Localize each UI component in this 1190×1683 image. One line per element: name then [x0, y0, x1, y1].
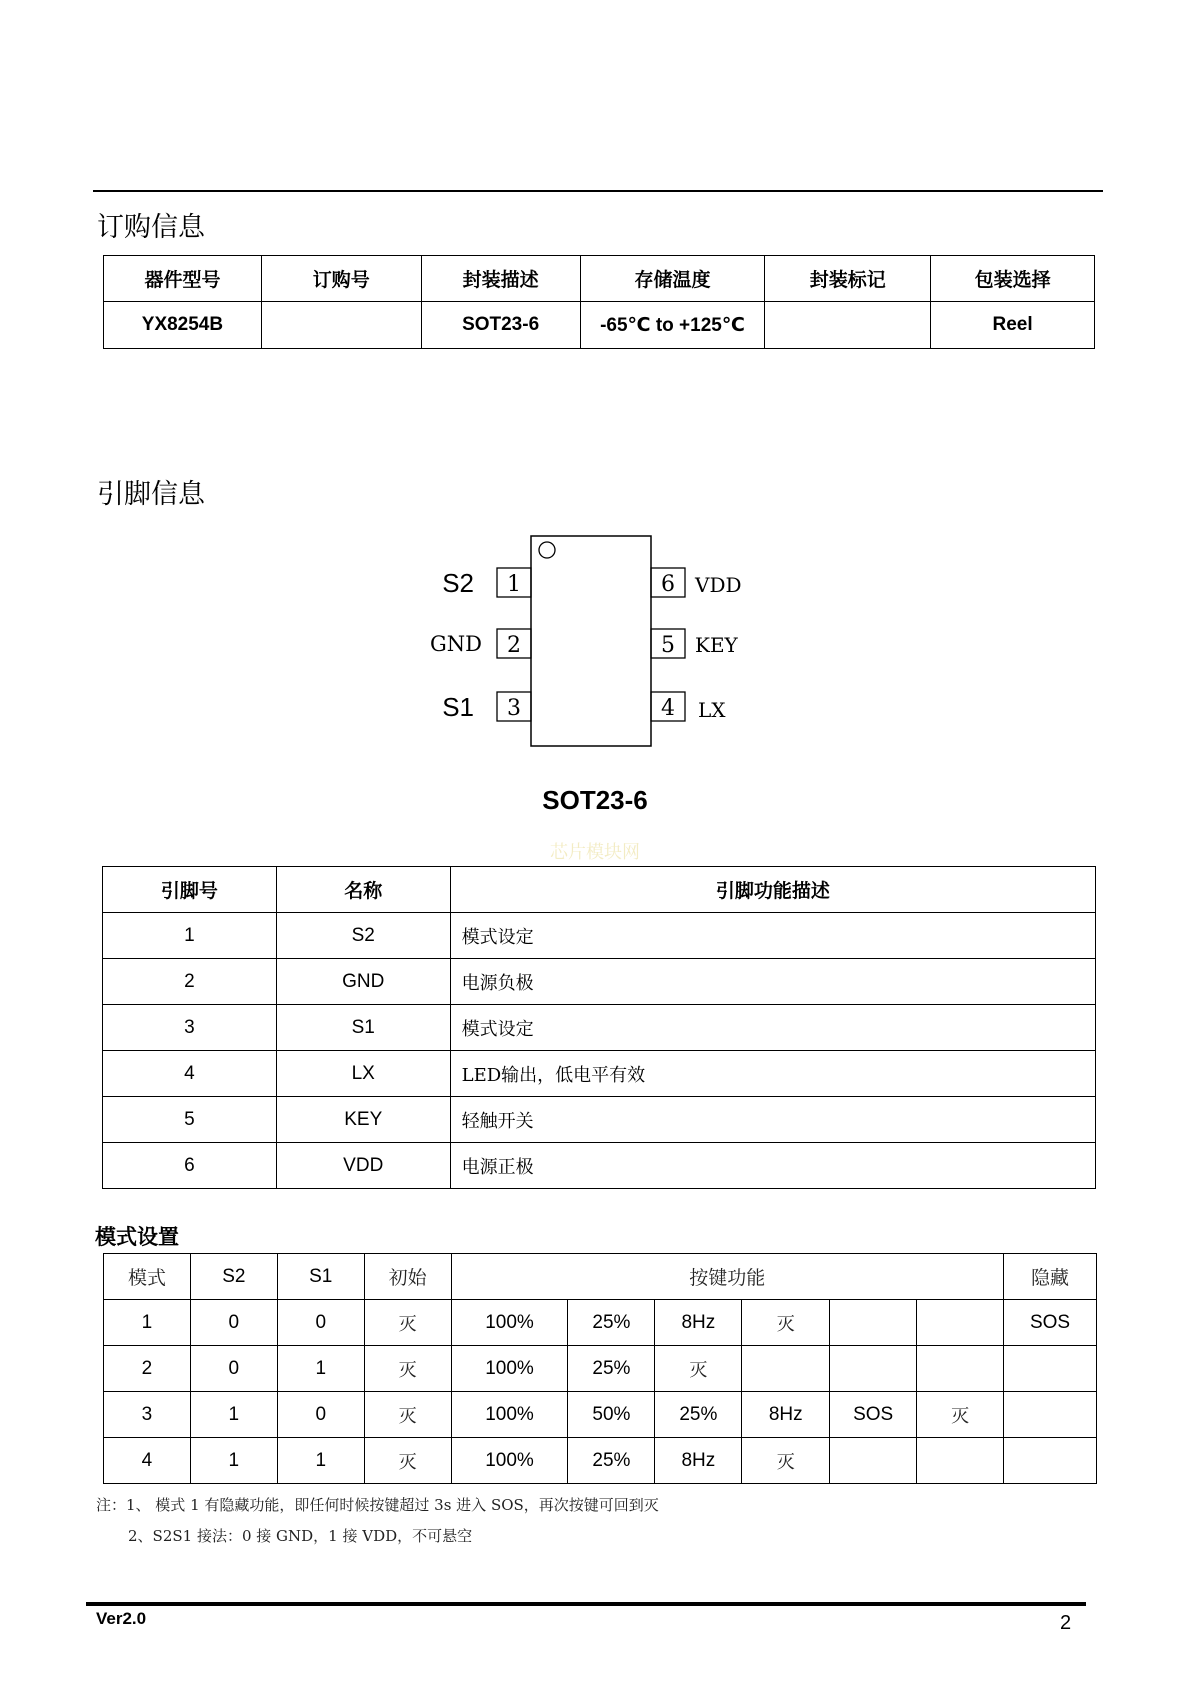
pin-number-cell: 2	[103, 959, 277, 1005]
watermark: 芯片模块网	[550, 842, 640, 863]
table-cell: 50%	[568, 1392, 655, 1438]
table-cell: 3	[104, 1392, 191, 1438]
pin-table-header	[103, 867, 1096, 913]
header-cell: 初始	[364, 1254, 451, 1300]
version-label: Ver2.0	[96, 1609, 147, 1628]
ordering-title: 订购信息	[97, 212, 205, 243]
chip-body	[531, 536, 651, 746]
table-cell: 1	[277, 1438, 364, 1484]
table-cell: 4	[104, 1438, 191, 1484]
ordering-data-row	[104, 302, 1095, 349]
header-cell: 存储温度	[580, 256, 765, 302]
header-cell: 包装选择	[931, 256, 1095, 302]
table-cell: 25%	[568, 1300, 655, 1346]
pin-number-cell: 3	[103, 1005, 277, 1051]
footer-rule	[86, 1602, 1086, 1606]
table-cell	[1004, 1438, 1097, 1484]
pin-number-cell: 5	[103, 1097, 277, 1143]
pin-desc-cell: LED输出，低电平有效	[450, 1051, 1095, 1097]
table-row	[103, 959, 1096, 1005]
header-cell: 封装标记	[765, 256, 931, 302]
pin-table	[102, 866, 1096, 1189]
table-cell: 2	[104, 1346, 191, 1392]
pin-name-cell: LX	[276, 1051, 450, 1097]
table-cell: 25%	[655, 1392, 742, 1438]
header-cell: 隐藏	[1004, 1254, 1097, 1300]
table-cell: 1	[104, 1300, 191, 1346]
mode-table	[103, 1253, 1097, 1484]
table-cell: 8Hz	[742, 1392, 830, 1438]
table-cell: 0	[277, 1392, 364, 1438]
table-cell: 0	[190, 1346, 277, 1392]
pin-number: 1	[507, 572, 521, 597]
pin-number-cell: 1	[103, 913, 277, 959]
table-row	[103, 1005, 1096, 1051]
pin-desc-cell: 模式设定	[450, 1005, 1095, 1051]
table-cell: SOT23-6	[421, 302, 580, 349]
pin-info-title: 引脚信息	[97, 479, 205, 510]
pin-name-cell: S2	[276, 913, 450, 959]
table-cell: 25%	[568, 1438, 655, 1484]
header-cell: 封装描述	[421, 256, 580, 302]
note-2: 2、S2S1 接法：0 接 GND，1 接 VDD，不可悬空	[128, 1527, 473, 1545]
table-cell: 灭	[364, 1438, 451, 1484]
pinout-diagram	[420, 528, 760, 753]
table-cell: 100%	[451, 1300, 568, 1346]
pin-number-cell: 4	[103, 1051, 277, 1097]
table-cell: 100%	[451, 1438, 568, 1484]
mode-table-header	[104, 1254, 1097, 1300]
table-cell	[917, 1346, 1004, 1392]
pin-name: VDD	[695, 573, 742, 597]
pin-name: LX	[698, 698, 726, 722]
pin-name-cell: KEY	[276, 1097, 450, 1143]
pin-name: GND	[430, 632, 482, 656]
pin-number: 4	[661, 696, 675, 721]
table-cell: 8Hz	[655, 1300, 742, 1346]
table-row	[104, 1438, 1097, 1484]
table-cell: 灭	[655, 1346, 742, 1392]
table-cell: SOS	[1004, 1300, 1097, 1346]
header-cell: 引脚功能描述	[450, 867, 1095, 913]
header-cell: 模式	[104, 1254, 191, 1300]
table-cell: 100%	[451, 1392, 568, 1438]
table-cell	[830, 1438, 917, 1484]
table-cell: 灭	[364, 1300, 451, 1346]
pin1-marker	[539, 542, 555, 558]
mode-title: 模式设置	[95, 1225, 179, 1249]
header-cell: S2	[190, 1254, 277, 1300]
ordering-header-row	[104, 256, 1095, 302]
pin-number: 5	[661, 633, 675, 658]
page-number: 2	[1060, 1612, 1072, 1634]
pin-desc-cell: 电源正极	[450, 1143, 1095, 1189]
pin-name: KEY	[695, 633, 738, 657]
table-cell	[830, 1300, 917, 1346]
table-cell: 8Hz	[655, 1438, 742, 1484]
table-cell: -65℃ to +125℃	[580, 302, 765, 349]
table-cell: SOS	[830, 1392, 917, 1438]
table-cell: Reel	[931, 302, 1095, 349]
table-row	[104, 1300, 1097, 1346]
header-cell: 引脚号	[103, 867, 277, 913]
table-row	[103, 1097, 1096, 1143]
table-cell: 灭	[917, 1392, 1004, 1438]
table-cell: 0	[277, 1300, 364, 1346]
table-cell: 25%	[568, 1346, 655, 1392]
table-cell	[1004, 1392, 1097, 1438]
table-cell: 1	[277, 1346, 364, 1392]
table-cell: 灭	[742, 1300, 830, 1346]
table-cell: 0	[190, 1300, 277, 1346]
header-rule	[93, 190, 1103, 192]
table-row	[103, 1143, 1096, 1189]
pin-number-cell: 6	[103, 1143, 277, 1189]
table-cell	[742, 1346, 830, 1392]
table-cell	[917, 1300, 1004, 1346]
table-row	[103, 1051, 1096, 1097]
table-row	[104, 1346, 1097, 1392]
package-label: SOT23-6	[542, 785, 648, 815]
table-cell	[765, 302, 931, 349]
pin-desc-cell: 模式设定	[450, 913, 1095, 959]
pin-name: S1	[442, 692, 474, 722]
table-row	[104, 1392, 1097, 1438]
pin-number: 6	[661, 572, 675, 597]
table-cell: 100%	[451, 1346, 568, 1392]
pin-name-cell: VDD	[276, 1143, 450, 1189]
table-cell: 灭	[742, 1438, 830, 1484]
header-cell: S1	[277, 1254, 364, 1300]
table-cell: 灭	[364, 1346, 451, 1392]
table-cell	[261, 302, 421, 349]
table-cell: 1	[190, 1392, 277, 1438]
header-cell: 器件型号	[104, 256, 262, 302]
pin-name-cell: S1	[276, 1005, 450, 1051]
pin-desc-cell: 轻触开关	[450, 1097, 1095, 1143]
header-cell: 按键功能	[451, 1254, 1003, 1300]
table-cell: 1	[190, 1438, 277, 1484]
table-cell: 灭	[364, 1392, 451, 1438]
header-cell: 订购号	[261, 256, 421, 302]
table-cell	[917, 1438, 1004, 1484]
pin-name: S2	[442, 568, 474, 598]
table-row	[103, 913, 1096, 959]
ordering-table	[103, 255, 1095, 349]
table-cell: YX8254B	[104, 302, 262, 349]
table-cell	[830, 1346, 917, 1392]
header-cell: 名称	[276, 867, 450, 913]
pin-desc-cell: 电源负极	[450, 959, 1095, 1005]
note-1: 注：1、 模式 1 有隐藏功能，即任何时候按键超过 3s 进入 SOS，再次按键可回到灭	[96, 1496, 659, 1514]
table-cell	[1004, 1346, 1097, 1392]
pin-number: 3	[507, 696, 521, 721]
pin-name-cell: GND	[276, 959, 450, 1005]
pin-number: 2	[507, 633, 521, 658]
